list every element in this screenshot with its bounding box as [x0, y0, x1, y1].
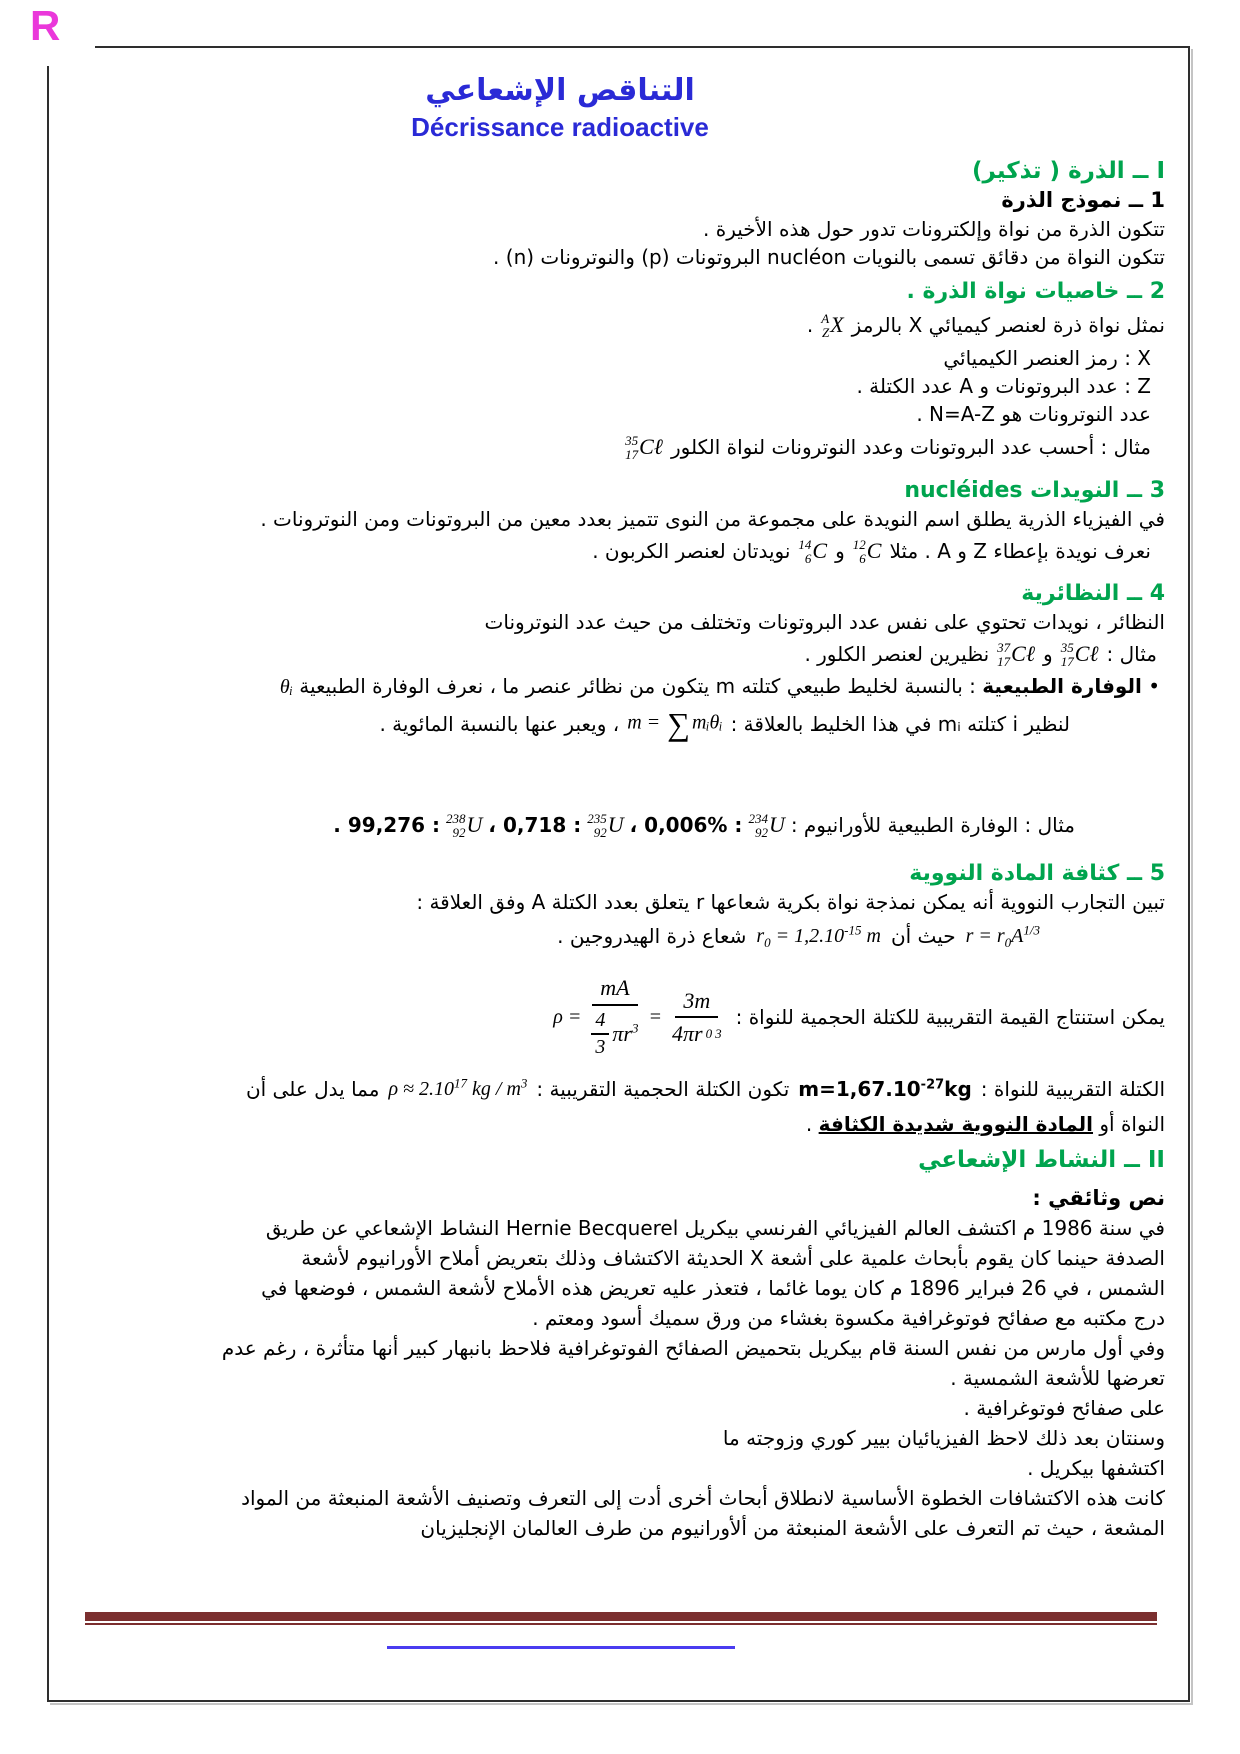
heading-nuclear-density: 5 ــ كثافة المادة النووية [909, 861, 1165, 886]
nuclide-mass: 37 [997, 639, 1011, 655]
line-atom-composition: تتكون الذرة من نواة وإلكترونات تدور حول هذه الأخيرة . [703, 217, 1165, 241]
symbol-intro-text: نمثل نواة ذرة لعنصر كيميائي X بالرمز [851, 313, 1165, 337]
r0-value-formula [756, 922, 881, 950]
doc-paragraph-line: وسنتان بعد ذلك لاحظ الفيزيائيان بيير كوري وزوجته ما [722, 1426, 1165, 1450]
nuclide-z: 92 [754, 824, 768, 840]
mini-fraction-4-3 [591, 1009, 609, 1059]
isotope-example-and: و [1043, 642, 1053, 666]
doc-paragraph-line: اكتشفها بيكريل . [1027, 1456, 1165, 1480]
nuclide-mass: A [821, 310, 830, 326]
theta-i-symbol: θᵢ [279, 676, 293, 698]
mass-intro-text: الكتلة التقريبية للنواة : [980, 1077, 1165, 1101]
sigma-symbol: ∑ [667, 706, 690, 742]
carbon-example-text-b: و [835, 539, 845, 563]
nuclide-u-238 [446, 812, 482, 839]
nuclide-mass: 35 [1060, 639, 1074, 655]
nuclide-z: Z [821, 324, 830, 340]
nuclide-mass: 234 [748, 810, 768, 826]
nuclide-element: C [812, 538, 828, 563]
equals-sign: = [648, 1005, 662, 1028]
four-pi-r: 4πr [672, 1020, 703, 1046]
nuclide-element: Cℓ [1074, 641, 1099, 666]
u234-abundance-value: : 0,006% ، [629, 813, 743, 837]
fraction-1 [591, 975, 638, 1058]
sum-formula [627, 708, 722, 740]
density-formula [553, 975, 721, 1058]
fraction-1-numerator: mA [592, 975, 637, 1005]
u238-abundance-value: : 99,276 . [333, 813, 441, 837]
nuclide-element: X [830, 312, 844, 337]
nuclide-element: C [866, 538, 882, 563]
density-value [388, 1069, 527, 1109]
line-approximate-mass [75, 1069, 1165, 1109]
u235-abundance-value: : 0,718 ، [488, 813, 582, 837]
doc-paragraph-line: المشعة ، حيث تم التعرف على الأشعة المنبعثة من ألأورانيوم من طرف العالمان الإنجليزيان [420, 1516, 1165, 1540]
heading-nucleus-properties: 2 ــ خاصيات نواة الذرة . [906, 279, 1165, 304]
hydrogen-radius-text: شعاع ذرة الهيدروجين . [557, 924, 747, 948]
heading-nucleides: 3 ــ النويدات nucléides [904, 478, 1165, 503]
doc-paragraph-line: الصدفة حينما كان يقوم بأبحاث علمية على أشعة X الحديثة الاكتشاف وذلك بتعريض أملاح الأورانيوم لأشعة [301, 1246, 1165, 1270]
r0-sub: 0 [764, 935, 771, 950]
rho-unit: kg / m [467, 1078, 521, 1100]
mass-unit: kg [944, 1077, 972, 1101]
page-title-arabic: التناقص الإشعاعي [425, 73, 695, 108]
mini-den: 3 [595, 1035, 606, 1058]
mass-value [798, 1069, 972, 1109]
doc-paragraph-line: كانت هذه الاكتشافات الخطوة الأساسية لانطلاق أبحاث أخرى أدت إلى التعرف وتصنيف الأشعة المنبعثة من المواد [241, 1486, 1165, 1510]
nuclide-z: 92 [593, 824, 607, 840]
r-formula-b: A [1011, 925, 1024, 947]
line-natural-abundance [75, 672, 1160, 701]
rho-equals: ρ = [553, 1005, 582, 1028]
frame-left-border [47, 66, 49, 1702]
chlorine-example-text: مثال : أحسب عدد البروتونات وعدد النوترونات لنواة الكلور [670, 435, 1151, 459]
implies-text: مما يدل على أن [245, 1077, 380, 1101]
fraction-2-numerator: 3m [675, 988, 718, 1018]
nuclide-z: 17 [1060, 653, 1074, 669]
rho-approx: ρ ≈ 2.10 [388, 1078, 455, 1100]
abundance-relation-tail: ، ويعبر عنها بالنسبة المائوية . [379, 712, 620, 736]
doc-paragraph-line: وفي أول مارس من نفس السنة قام بيكريل بتحميض الصفائح الفوتوغرافية فلاحظ بانبهار كبير أنها متأثرة ، رغم عدم [221, 1336, 1165, 1360]
mini-num: 4 [591, 1009, 609, 1035]
line-radius-formula [75, 917, 1040, 955]
fraction-1-denominator [591, 1006, 638, 1059]
nuclide-element: U [768, 812, 785, 837]
nuclide-u-234 [748, 812, 784, 839]
r0-b: = 1,2.10 [770, 925, 845, 947]
line-uranium-abundance [75, 803, 1075, 847]
rho-exponent: 17 [454, 1075, 468, 1091]
abundance-relation-text: لنظير i كتلته mᵢ في هذا الخليط بالعلاقة : [730, 712, 1070, 736]
nuclide-cl-35 [625, 434, 663, 461]
document-content [75, 60, 1165, 1543]
doc-paragraph-line: الشمس ، في 26 فبراير 1896 م كان يوما غائما ، فتعذر عليه تعريض هذه الأملاح لأشعة الشمس ، فوضعها في [261, 1276, 1165, 1300]
mass-exponent: -27 [920, 1077, 945, 1093]
nuclide-z: 6 [859, 550, 866, 566]
line-dense-matter-conclusion [75, 1109, 1165, 1139]
nuclide-element: U [466, 812, 483, 837]
page-title-french: Décrissance radioactive [411, 112, 709, 142]
nuclide-z: 17 [997, 653, 1011, 669]
nuclide-cl-37 [997, 641, 1035, 668]
nuclide-mass: 12 [852, 536, 866, 552]
doc-paragraph-line: درج مكتبه مع صفائح فوتوغرافية مكسوة بغشاء من ورق سميك أسود ومعتم . [532, 1306, 1165, 1330]
conclusion-prefix: النواة أو [1099, 1112, 1165, 1136]
line-isotopes-definition: النظائر ، نويدات تحتوي على نفس عدد البروتونات وتختلف من حيث عدد النوترونات [484, 610, 1165, 634]
line-x-definition: X : رمز العنصر الكيميائي [943, 346, 1151, 370]
nuclide-c-12 [853, 538, 882, 565]
section-1-heading: I ــ الذرة ( تذكير) [972, 158, 1165, 184]
symbol-intro-period: . [806, 313, 814, 337]
r-formula-a: r = r [965, 925, 1005, 947]
bullet-icon: • [1148, 674, 1160, 698]
line-nucleus-composition: تتكون النواة من دقائق تسمى بالنويات nucléon البروتونات (p) والنوترونات (n) . [493, 245, 1165, 269]
r-formula-sup: 1/3 [1023, 922, 1040, 938]
footer-maroon-thick-bar [85, 1612, 1157, 1621]
nuclide-mass: 235 [587, 810, 607, 826]
nuclide-u-235 [587, 812, 623, 839]
line-nucleus-radius-intro: تبين التجارب النووية أنه يمكن نمذجة نواة بكرية شعاعها r يتعلق بعدد الكتلة A وفق العلاقة : [416, 890, 1165, 914]
nuclide-c-14 [798, 538, 827, 565]
nuclide-a-z-x [821, 312, 843, 339]
nuclide-mass: 14 [798, 536, 812, 552]
r0-unit: m [861, 925, 881, 947]
nuclide-z: 6 [804, 550, 812, 566]
section-2-heading: II ــ النشاط الإشعاعي [918, 1147, 1165, 1173]
radius-where-text: حيث أن [890, 924, 956, 948]
carbon-example-text-c: نويدتان لعنصر الكربون . [592, 539, 791, 563]
sum-rhs: mᵢθᵢ [691, 711, 723, 734]
nuclide-mass: 35 [625, 432, 639, 448]
rho-unit-exponent: 3 [520, 1075, 528, 1091]
doc-paragraph-line: تعرضها للأشعة الشمسية . [950, 1366, 1165, 1390]
nuclide-mass: 238 [446, 810, 466, 826]
doc-paragraph-line: على صفائح فوتوغرافية . [963, 1396, 1165, 1420]
line-nucleus-symbol [75, 306, 1165, 344]
conclusion-emphasis: المادة النووية شديدة الكثافة [818, 1112, 1094, 1136]
nuclide-element: Cℓ [1011, 641, 1036, 666]
nuclide-z: 92 [452, 824, 466, 840]
nuclide-cl-35 [1061, 641, 1099, 668]
isotope-example-label: مثال : [1106, 642, 1157, 666]
frame-bottom-border [47, 1700, 1190, 1702]
line-z-definition: Z : عدد البروتونات و A عدد الكتلة . [856, 374, 1151, 398]
mass-a: m=1,67.10 [798, 1077, 921, 1101]
carbon-example-text-a: نعرف نويدة بإعطاء Z و A . مثلا [889, 539, 1151, 563]
line-neutron-number: عدد النوترونات هو N=A-Z . [916, 402, 1151, 426]
abundance-term: الوفارة الطبيعية [982, 674, 1142, 698]
heading-documentary-text: نص وثائقي : [1032, 1186, 1165, 1210]
line-carbon-example [75, 533, 1151, 569]
footer-link-underline[interactable] [387, 1646, 735, 1649]
density-intro-text: يمكن استنتاج القيمة التقريبية للكتلة الحجمية للنواة : [735, 1005, 1165, 1029]
fraction-2 [672, 988, 722, 1047]
nuclide-element: Cℓ [639, 434, 663, 459]
sum-lhs: m = [627, 711, 661, 734]
nuclide-z: 17 [625, 446, 639, 462]
line-density-formula [75, 965, 1165, 1069]
line-chlorine-example [75, 428, 1151, 466]
line-chlorine-isotopes [75, 636, 1157, 672]
logo-r: R [30, 2, 61, 49]
footer-maroon-rule [85, 1612, 1157, 1625]
frame-right-border [1188, 46, 1190, 1702]
pi-r-term [612, 1021, 638, 1046]
fraction-2-denominator: 4πr 0 3 [672, 1020, 722, 1046]
line-abundance-relation [75, 701, 1070, 747]
r0-a: r [756, 925, 765, 947]
radius-formula [966, 922, 1040, 950]
footer-maroon-thin-bar [85, 1623, 1157, 1625]
conclusion-period: . [805, 1112, 813, 1136]
heading-isotopy: 4 ــ النظائرية [1021, 581, 1165, 606]
doc-paragraph-line: في سنة 1986 م اكتشف العالم الفيزيائي الفرنسي بيكريل Hernie Becquerel النشاط الإشعاعي عن طريق [265, 1216, 1165, 1240]
pi-r-exponent: 3 [632, 1020, 639, 1036]
heading-atom-model: 1 ــ نموذج الذرة [1001, 188, 1165, 212]
abundance-definition: : بالنسبة لخليط طبيعي كتلته m يتكون من نظائر عنصر ما ، نعرف الوفارة الطبيعية [299, 674, 976, 698]
density-result-text: تكون الكتلة الحجمية التقريبية : [536, 1077, 790, 1101]
r0-sup: -15 [844, 922, 862, 938]
r-formula-sub: 0 [1004, 935, 1012, 950]
isotope-example-tail: نظيرين لعنصر الكلور . [804, 642, 990, 666]
nuclide-element: U [607, 812, 624, 837]
line-nucleide-definition: في الفيزياء الذرية يطلق اسم النويدة على مجموعة من النوى تتميز بعدد معين من البروتونات ومن النوترونات . [260, 507, 1165, 531]
uranium-example-label: مثال : الوفارة الطبيعية للأورانيوم : [790, 813, 1075, 837]
pi-r: πr [612, 1020, 632, 1046]
header-rule [95, 46, 1189, 48]
